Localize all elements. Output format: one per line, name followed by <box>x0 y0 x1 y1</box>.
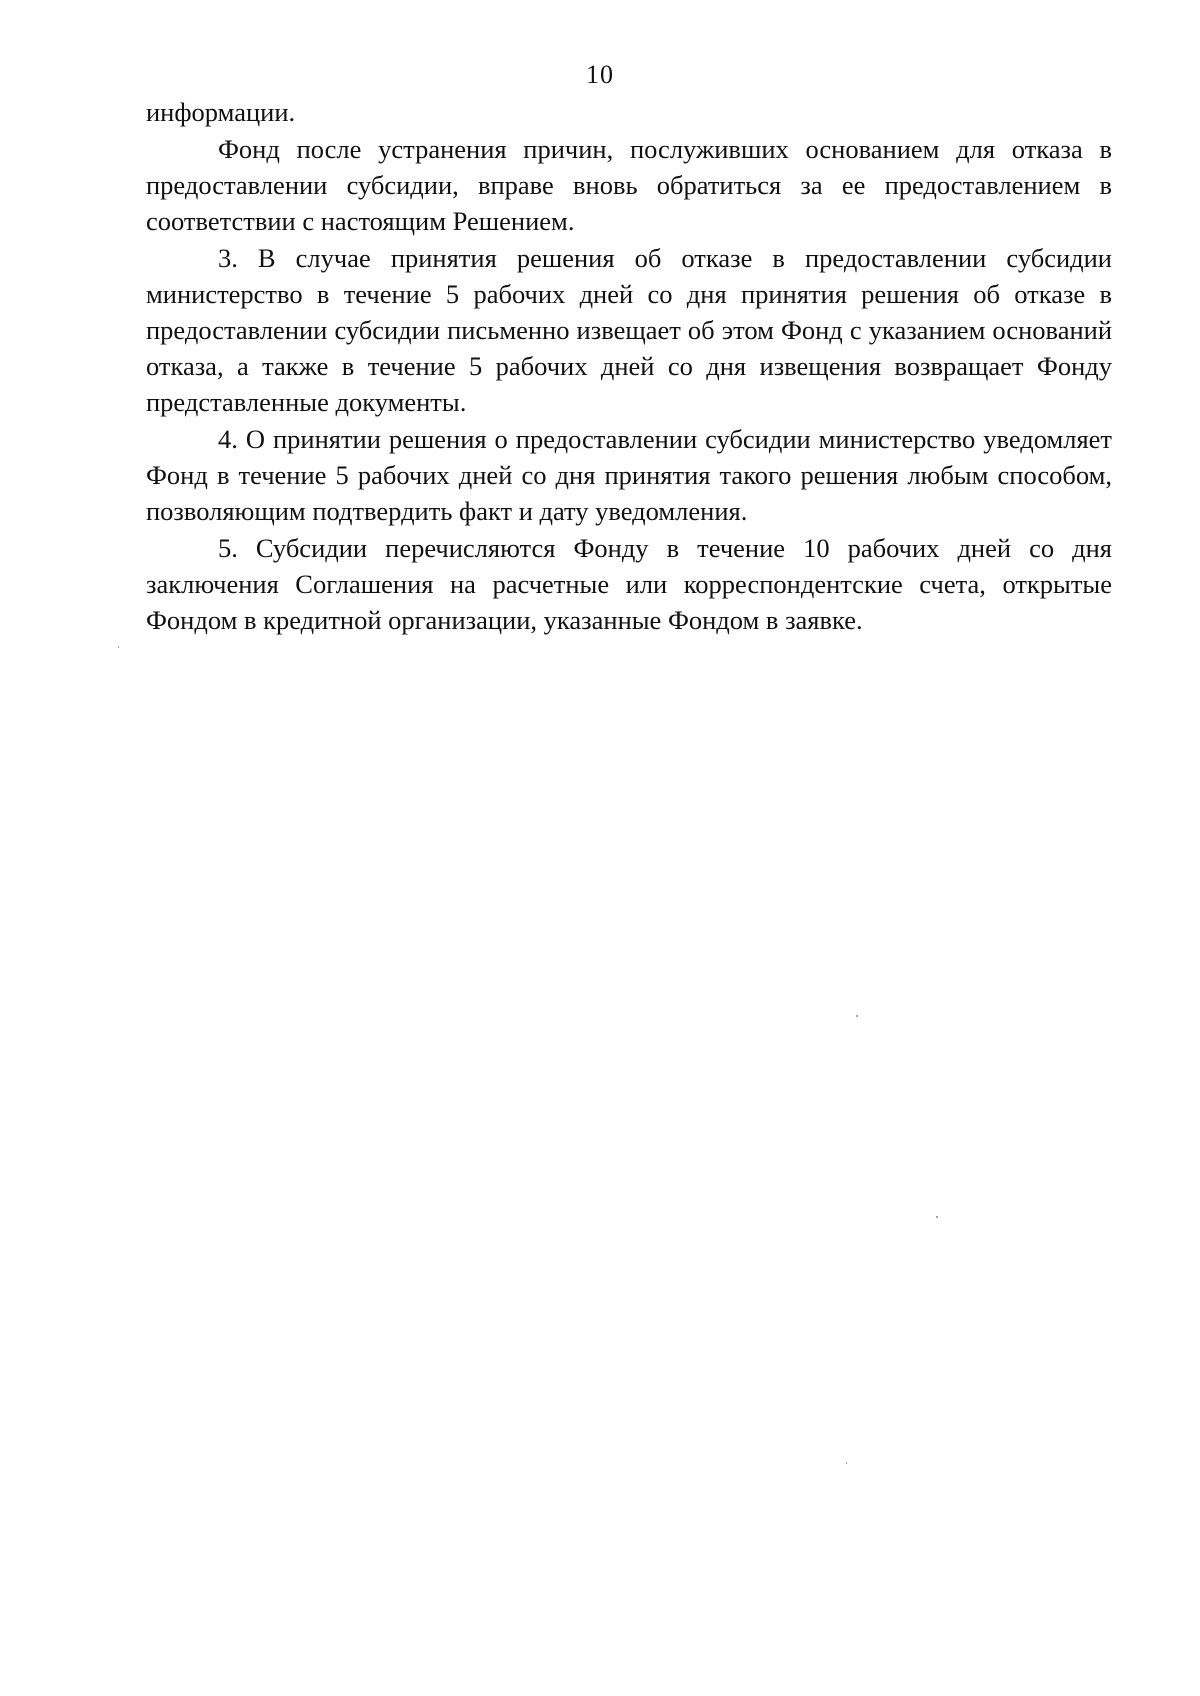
paragraph-fund-reapply: Фонд после устранения причин, послуживших основанием для отказа в предоставлении субсидии, вправе вновь обратиться за ее предоставлением в соответствии с настоящим Решением. <box>146 134 1112 236</box>
scan-speck <box>846 1462 847 1464</box>
scan-speck <box>118 646 119 648</box>
page-number: 10 <box>586 60 614 89</box>
scan-speck <box>936 1216 938 1218</box>
paragraph-item-5: 5. Субсидии перечисляются Фонду в течение 10 рабочих дней со дня заключения Соглашения на расчетные или корреспондентские счета, открытые Фондом в кредитной организации, указанные Фондом в заявке. <box>146 533 1112 635</box>
paragraph-continuation: информации. <box>146 97 296 127</box>
paragraph-item-3: 3. В случае принятия решения об отказе в предоставлении субсидии министерство в течение 5 рабочих дней со дня принятия решения об отказе в предоставлении субсидии письменно извещает об этом Фонд с указанием оснований отказа, а также в течение 5 рабочих дней со дня извещения возвращает Фонду представленные документы. <box>146 243 1112 417</box>
document-body <box>146 94 1112 638</box>
scan-speck <box>856 1015 858 1017</box>
paragraph-item-4: 4. О принятии решения о предоставлении субсидии министерство уведомляет Фонд в течение 5 рабочих дней со дня принятия такого решения любым способом, позволяющим подтвердить факт и дату уведомления. <box>146 424 1112 526</box>
